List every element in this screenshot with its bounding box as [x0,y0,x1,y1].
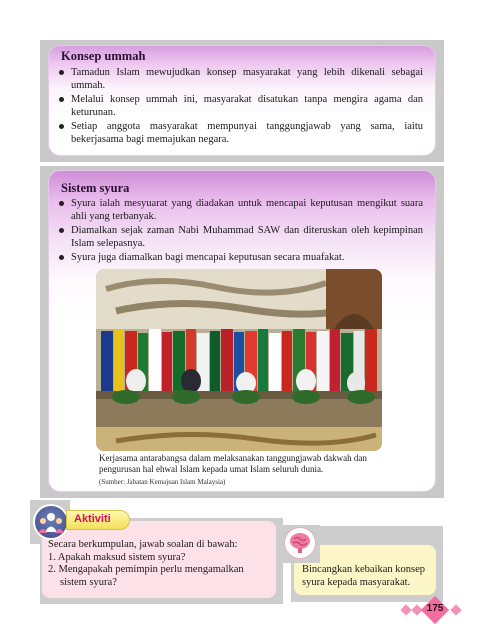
activity-text [48,539,276,589]
activity-question-1: 1. Apakah maksud sistem syura? [48,551,186,563]
discussion-text: Bincangkan kebaikan konsep syura kepada masyarakat. [302,564,426,588]
list-item: Setiap anggota masyarakat mempunyai tanggungjawab yang sama, iaitu bekerjasama bagi memajukan negara. [49,120,423,146]
sistem-syura-panel [40,166,444,498]
konsep-ummah-panel [40,40,444,162]
activity-intro: Secara berkumpulan, jawab soalan di bawah: [48,539,238,550]
list-item: Tamadun Islam mewujudkan konsep masyarakat yang lebih dikenali sebagai ummah. [49,66,423,92]
konsep-ummah-title: Konsep ummah [61,49,146,63]
brain-icon [284,527,316,559]
activity-label: Aktiviti [66,510,130,530]
list-item: Syura juga diamalkan bagi mencapai keputusan secara muafakat. [49,251,423,264]
list-item: Syura ialah mesyuarat yang diadakan untuk mencapai keputusan mengikut suara ahli yang terbanyak. [49,197,423,223]
activity-question-2-cont: sistem syura? [60,576,117,588]
bullet-icon [59,70,64,75]
page-number: 175 [426,603,444,614]
page-decoration-right [450,604,461,615]
list-item: Melalui konsep ummah ini, masyarakat disatukan tanpa mengira agama dan keturunan. [49,93,423,119]
sistem-syura-title: Sistem syura [61,181,130,195]
konsep-ummah-card [48,45,436,156]
group-people-icon [33,504,69,540]
photo-source: (Sumber: Jabatan Kemajuan Islam Malaysia) [99,478,226,486]
conference-photo [96,269,382,451]
konsep-ummah-list [49,66,423,147]
activity-question-2: 2. Mengapakah pemimpin perlu mengamalkan [48,564,244,575]
bullet-icon [59,255,64,260]
bullet-icon [59,201,64,206]
list-item: Diamalkan sejak zaman Nabi Muhammad SAW dan diteruskan oleh kepimpinan Islam selepasnya. [49,224,423,250]
bullet-icon [59,228,64,233]
photo-caption: Kerjasama antarabangsa dalam melaksanakan tanggungjawab dakwah dan pengurusan hal ehwal Islam kepada umat Islam seluruh dunia. [99,453,367,474]
sistem-syura-card [48,170,436,492]
sistem-syura-list [49,197,423,265]
bullet-icon [59,124,64,129]
page-decoration-left [400,604,411,615]
bullet-icon [59,97,64,102]
